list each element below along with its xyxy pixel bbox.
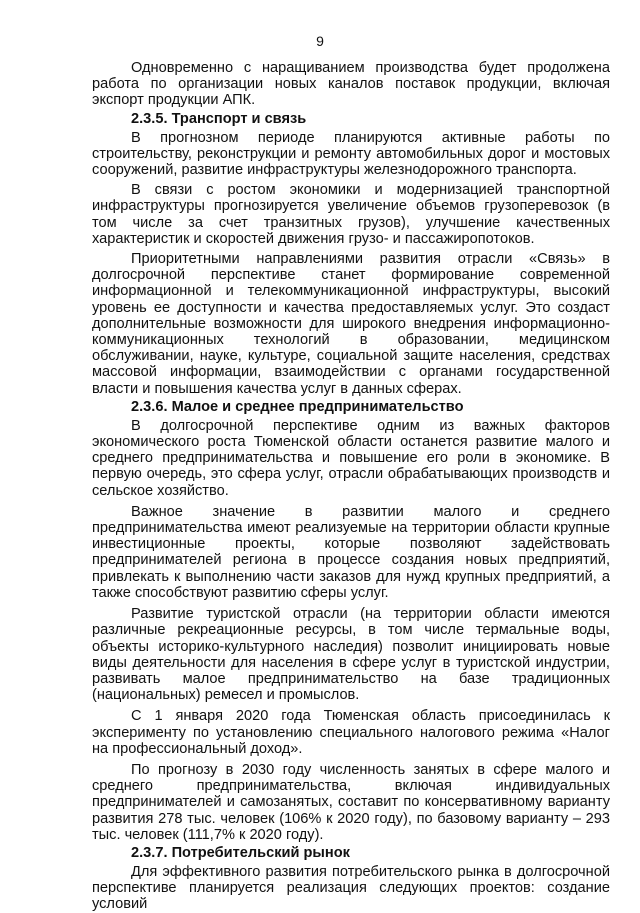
document-body xyxy=(92,60,610,913)
paragraph-export: Одновременно с наращиванием производства будет продолжена работа по организации новых каналов поставок продукции, включая экспорт продукции АПК. xyxy=(92,60,610,109)
paragraph-employment-forecast: По прогнозу в 2030 году численность занятых в сфере малого и среднего предпринимательства, включая индивидуальных предпринимателей и самозанятых, составит по консервативному варианту развития 278 тыс. человек (106% к 2020 году), по базовому варианту – 293 тыс. человек (111,7% к 2020 году). xyxy=(92,761,610,843)
paragraph-freight: В связи с ростом экономики и модернизацией транспортной инфраструктуры прогнозируется увеличение объемов грузоперевозок (в том числе за счет транзитных грузов), улучшение качественных характеристик и скоростей движения грузо- и пассажиропотоков. xyxy=(92,182,610,247)
paragraph-growth-factors: В долгосрочной перспективе одним из важных факторов экономического роста Тюменской области останется развитие малого и среднего предпринимательства и повышение его роли в экономике. В первую очередь, это сфера услуг, отрасли обрабатывающих производств и сельское хозяйство. xyxy=(92,417,610,499)
heading-consumer-market: 2.3.7. Потребительский рынок xyxy=(131,844,350,861)
paragraph-tax-regime: С 1 января 2020 года Тюменская область присоединилась к эксперименту по установлению специального налогового режима «Налог на профессиональный доход». xyxy=(92,708,610,757)
paragraph-roads: В прогнозном периоде планируются активные работы по строительству, реконструкции и ремонту автомобильных дорог и мостовых сооружений, развитие инфраструктуры железнодорожного транспорта. xyxy=(92,129,610,179)
paragraph-investment-projects: Важное значение в развитии малого и среднего предпринимательства имеют реализуемые на территории области крупные инвестиционные проекты, которые позволяют задействовать предпринимателей региона в процессе создания новых предприятий, привлекать к выполнению части заказов для нужд крупных предприятий, а также способствуют развитию сферы услуг. xyxy=(92,503,610,601)
paragraph-tourism: Развитие туристской отрасли (на территории области имеются различные рекреационные ресурсы, в том числе термальные воды, объекты историко-культурного наследия) позволит инициировать новые виды деятельности для населения в сфере услуг в туристской индустрии, развивать малое предпринимательство на базе традиционных (национальных) ремесел и промыслов. xyxy=(92,606,610,704)
page-number: 9 xyxy=(316,33,324,49)
heading-small-business: 2.3.6. Малое и среднее предпринимательство xyxy=(131,398,464,415)
heading-transport: 2.3.5. Транспорт и связь xyxy=(131,110,307,127)
paragraph-communications: Приоритетными направлениями развития отрасли «Связь» в долгосрочной перспективе станет формирование современной информационной и телекоммуникационной инфраструктуры, высокий уровень ее доступности и качества предоставляемых услуг. Это создаст дополнительные возможности для широкого внедрения информационно-коммуникационных технологий в образовании, медицинском обслуживании, науке, культуре, социальной защите населения, средствах массовой информации, взаимодействии с органами государственной власти и повышения качества услуг в данных сферах. xyxy=(92,251,610,397)
paragraph-consumer-market: Для эффективного развития потребительского рынка в долгосрочной перспективе планируется реализация следующих проектов: создание условий xyxy=(92,863,610,913)
